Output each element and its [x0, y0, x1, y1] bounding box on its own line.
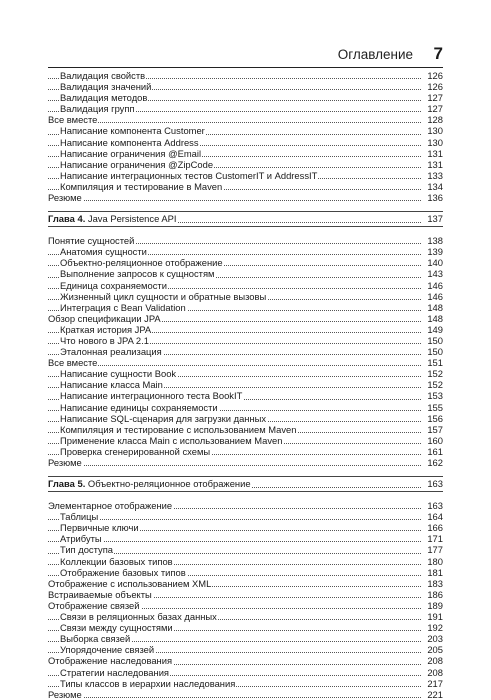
toc-page-number: 189 — [427, 599, 443, 611]
toc-subsection[interactable] — [48, 324, 443, 335]
toc-subsection[interactable] — [48, 678, 443, 689]
toc-page-number: 180 — [427, 555, 443, 567]
toc-section[interactable] — [48, 457, 443, 468]
toc-entry-label: Компиляция и тестирование в Maven — [60, 180, 223, 192]
toc-page-number: 153 — [427, 390, 443, 402]
toc-subsection[interactable] — [48, 424, 443, 435]
toc-entry-label: Элементарное отображение — [48, 500, 173, 512]
chapter-rule-top — [48, 476, 443, 477]
toc-page-number: 166 — [427, 522, 443, 534]
leader-dots — [48, 519, 421, 520]
toc-entry-label: Резюме — [48, 688, 82, 700]
toc-page-number: 171 — [427, 533, 443, 545]
toc-page-number: 149 — [427, 323, 443, 335]
leader-dots — [48, 465, 421, 466]
toc-page-number: 140 — [427, 257, 443, 269]
toc-page-number: 133 — [427, 169, 443, 181]
toc-page-number: 155 — [427, 401, 443, 413]
toc-subsection[interactable] — [48, 92, 443, 103]
toc-entry-label: Выполнение запросов к сущностям — [60, 268, 215, 280]
toc-page-number: 208 — [427, 655, 443, 667]
toc-entry-label: Написание компонента Address — [60, 136, 199, 148]
toc-page-number: 205 — [427, 644, 443, 656]
toc-subsection[interactable] — [48, 622, 443, 633]
toc-entry-label: Атрибуты — [60, 533, 102, 545]
toc-entry-label: Объектно-реляционное отображение — [60, 257, 223, 269]
toc-page-number: 162 — [427, 457, 443, 468]
toc-page-number: 126 — [427, 70, 443, 81]
toc-subsection[interactable] — [48, 137, 443, 148]
toc-entry-label: Отображение с использованием XML — [48, 577, 212, 589]
toc-page-number: 203 — [427, 633, 443, 645]
toc-page-number: 131 — [427, 147, 443, 159]
toc-entry-label: Единица сохраняемости — [60, 279, 167, 291]
toc-entry-label: Интеграция с Bean Validation — [60, 301, 186, 313]
toc-entry-label: Написание сущности Book — [60, 368, 177, 380]
toc-entry-label: Первичные ключи — [60, 522, 139, 534]
toc-subsection[interactable] — [48, 170, 443, 181]
toc-page-number: 163 — [427, 478, 443, 490]
table-of-contents — [48, 70, 443, 700]
toc-subsection[interactable] — [48, 379, 443, 390]
toc-entry-label: Написание ограничения @ZipCode — [60, 158, 214, 170]
toc-page-number: 208 — [427, 666, 443, 678]
toc-entry-label: Отображение связей — [48, 599, 140, 611]
toc-section[interactable] — [48, 655, 443, 666]
section-gap — [48, 203, 443, 210]
toc-section[interactable] — [48, 192, 443, 203]
toc-subsection[interactable] — [48, 402, 443, 413]
toc-page-number: 157 — [427, 423, 443, 435]
toc-entry-label: Написание класса Main — [60, 379, 163, 391]
chapter-prefix: Глава 4. — [48, 213, 86, 225]
toc-subsection[interactable] — [48, 567, 443, 578]
toc-page-number: 177 — [427, 544, 443, 556]
toc-section[interactable] — [48, 500, 443, 511]
toc-subsection[interactable] — [48, 413, 443, 424]
leader-dots — [48, 122, 421, 123]
toc-page-number: 126 — [427, 81, 443, 93]
toc-entry-label: Валидация значений — [60, 81, 152, 93]
toc-entry-label: Применение класса Main с использованием Maven — [60, 434, 283, 446]
chapter-title: Java Persistence API — [87, 213, 177, 225]
toc-page-number: 217 — [427, 677, 443, 689]
toc-subsection[interactable] — [48, 390, 443, 401]
toc-page-number: 130 — [427, 136, 443, 148]
toc-entry-label: Написание ограничения @Email — [60, 147, 202, 159]
toc-page-number: 152 — [427, 368, 443, 380]
chapter-rule-bottom — [48, 491, 443, 492]
toc-entry-label: Все вместе — [48, 357, 98, 369]
toc-page-number: 150 — [427, 346, 443, 358]
toc-page-number: 143 — [427, 268, 443, 280]
toc-page-number: 186 — [427, 588, 443, 600]
toc-entry-label: Встраиваемые объекты — [48, 588, 152, 600]
toc-page-number: 148 — [427, 312, 443, 324]
toc-page-number: 137 — [427, 213, 443, 225]
toc-subsection[interactable] — [48, 125, 443, 136]
toc-subsection[interactable] — [48, 346, 443, 357]
toc-entry-label: Отображение базовых типов — [60, 566, 186, 578]
toc-entry-label: Резюме — [48, 192, 82, 204]
toc-subsection[interactable] — [48, 368, 443, 379]
toc-subsection[interactable] — [48, 446, 443, 457]
running-title: Оглавление — [337, 47, 413, 62]
toc-page-number: 148 — [427, 301, 443, 313]
toc-subsection[interactable] — [48, 435, 443, 446]
toc-subsection[interactable] — [48, 181, 443, 192]
toc-subsection[interactable] — [48, 302, 443, 313]
toc-page-number: 127 — [427, 92, 443, 104]
toc-page-number: 138 — [427, 235, 443, 247]
chapter-rule-top — [48, 211, 443, 212]
toc-entry-label: Написание SQL-сценария для загрузки данных — [60, 412, 267, 424]
toc-page-number: 191 — [427, 611, 443, 623]
toc-subsection[interactable] — [48, 611, 443, 622]
header-rule — [48, 67, 443, 68]
toc-page-number: 128 — [427, 114, 443, 126]
toc-subsection[interactable] — [48, 633, 443, 644]
toc-entry-label: Все вместе — [48, 114, 98, 126]
toc-page-number: 134 — [427, 180, 443, 192]
toc-page-number: 163 — [427, 500, 443, 512]
page-header — [48, 44, 443, 66]
toc-entry-label: Проверка сгенерированной схемы — [60, 445, 211, 457]
toc-page-number: 192 — [427, 622, 443, 634]
chapter-rule-bottom — [48, 226, 443, 227]
toc-subsection[interactable] — [48, 81, 443, 92]
toc-entry-label: Типы классов в иерархии наследования — [60, 677, 236, 689]
toc-page-number: 139 — [427, 246, 443, 258]
toc-entry-label: Коллекции базовых типов — [60, 555, 173, 567]
leader-dots — [48, 365, 421, 366]
chapter-title: Объектно-реляционное отображение — [87, 478, 251, 490]
toc-entry-label: Связи между сущностями — [60, 622, 173, 634]
toc-entry-label: Написание единицы сохраняемости — [60, 401, 218, 413]
toc-subsection[interactable] — [48, 533, 443, 544]
toc-subsection[interactable] — [48, 257, 443, 268]
toc-page-number: 146 — [427, 279, 443, 291]
toc-chapter[interactable] — [48, 213, 443, 225]
toc-subsection[interactable] — [48, 246, 443, 257]
toc-entry-label: Понятие сущностей — [48, 235, 135, 247]
toc-entry-label: Написание компонента Customer — [60, 125, 205, 137]
toc-entry-label: Таблицы — [60, 511, 99, 523]
toc-entry-label: Что нового в JPA 2.1 — [60, 334, 149, 346]
toc-entry-label: Отображение наследования — [48, 655, 173, 667]
leader-dots — [48, 697, 421, 698]
toc-entry-label: Валидация методов — [60, 92, 148, 104]
section-gap — [48, 468, 443, 475]
toc-subsection[interactable] — [48, 148, 443, 159]
toc-entry-label: Компиляция и тестирование с использованием Maven — [60, 423, 297, 435]
toc-entry-label: Анатомия сущности — [60, 246, 147, 258]
leader-dots — [48, 541, 421, 542]
toc-entry-label: Связи в реляционных базах данных — [60, 611, 217, 623]
chapter-prefix: Глава 5. — [48, 478, 86, 490]
toc-page-number: 164 — [427, 511, 443, 523]
toc-page-number: 150 — [427, 334, 443, 346]
toc-entry-label: Краткая история JPA — [60, 323, 152, 335]
toc-section[interactable] — [48, 578, 443, 589]
toc-subsection[interactable] — [48, 335, 443, 346]
toc-page-number: 161 — [427, 445, 443, 457]
toc-page-number: 151 — [427, 357, 443, 369]
toc-subsection[interactable] — [48, 511, 443, 522]
toc-subsection[interactable] — [48, 556, 443, 567]
toc-chapter[interactable] — [48, 478, 443, 490]
toc-section[interactable] — [48, 114, 443, 125]
toc-section[interactable] — [48, 357, 443, 368]
toc-page-number: 160 — [427, 434, 443, 446]
toc-page-number: 136 — [427, 192, 443, 204]
toc-entry-label: Написание интеграционных тестов CustomerIT и AddressIT — [60, 169, 318, 181]
toc-entry-label — [48, 213, 178, 224]
toc-subsection[interactable] — [48, 644, 443, 655]
toc-entry-label: Обзор спецификации JPA — [48, 312, 161, 324]
toc-entry-label: Выборка связей — [60, 633, 131, 645]
toc-subsection[interactable] — [48, 268, 443, 279]
toc-subsection[interactable] — [48, 291, 443, 302]
toc-page-number: 127 — [427, 103, 443, 115]
toc-subsection[interactable] — [48, 103, 443, 114]
toc-page-number: 131 — [427, 158, 443, 170]
toc-section[interactable] — [48, 689, 443, 700]
toc-subsection[interactable] — [48, 70, 443, 81]
toc-page-number: 130 — [427, 125, 443, 137]
toc-entry-label — [48, 478, 252, 489]
toc-page-number: 146 — [427, 290, 443, 302]
toc-section[interactable] — [48, 589, 443, 600]
toc-subsection[interactable] — [48, 667, 443, 678]
toc-subsection[interactable] — [48, 544, 443, 555]
toc-entry-label: Тип доступа — [60, 544, 113, 556]
toc-entry-label: Стратегии наследования — [60, 666, 170, 678]
toc-entry-label: Жизненный цикл сущности и обратные вызовы — [60, 290, 267, 302]
page-number: 7 — [433, 44, 443, 63]
toc-subsection[interactable] — [48, 522, 443, 533]
toc-entry-label: Эталонная реализация — [60, 346, 162, 358]
toc-page-number: 181 — [427, 566, 443, 578]
toc-entry-label: Написание интеграционного теста BookIT — [60, 390, 243, 402]
toc-page-number: 183 — [427, 577, 443, 589]
toc-subsection[interactable] — [48, 280, 443, 291]
toc-entry-label: Резюме — [48, 457, 82, 468]
toc-page-number: 152 — [427, 379, 443, 391]
leader-dots — [48, 200, 421, 201]
toc-entry-label: Упорядочение связей — [60, 644, 155, 656]
toc-section[interactable] — [48, 313, 443, 324]
toc-subsection[interactable] — [48, 159, 443, 170]
toc-entry-label: Валидация групп — [60, 103, 135, 115]
toc-section[interactable] — [48, 600, 443, 611]
toc-section[interactable] — [48, 235, 443, 246]
toc-entry-label: Валидация свойств — [60, 70, 146, 81]
toc-page-number: 156 — [427, 412, 443, 424]
toc-page-number: 221 — [427, 688, 443, 700]
